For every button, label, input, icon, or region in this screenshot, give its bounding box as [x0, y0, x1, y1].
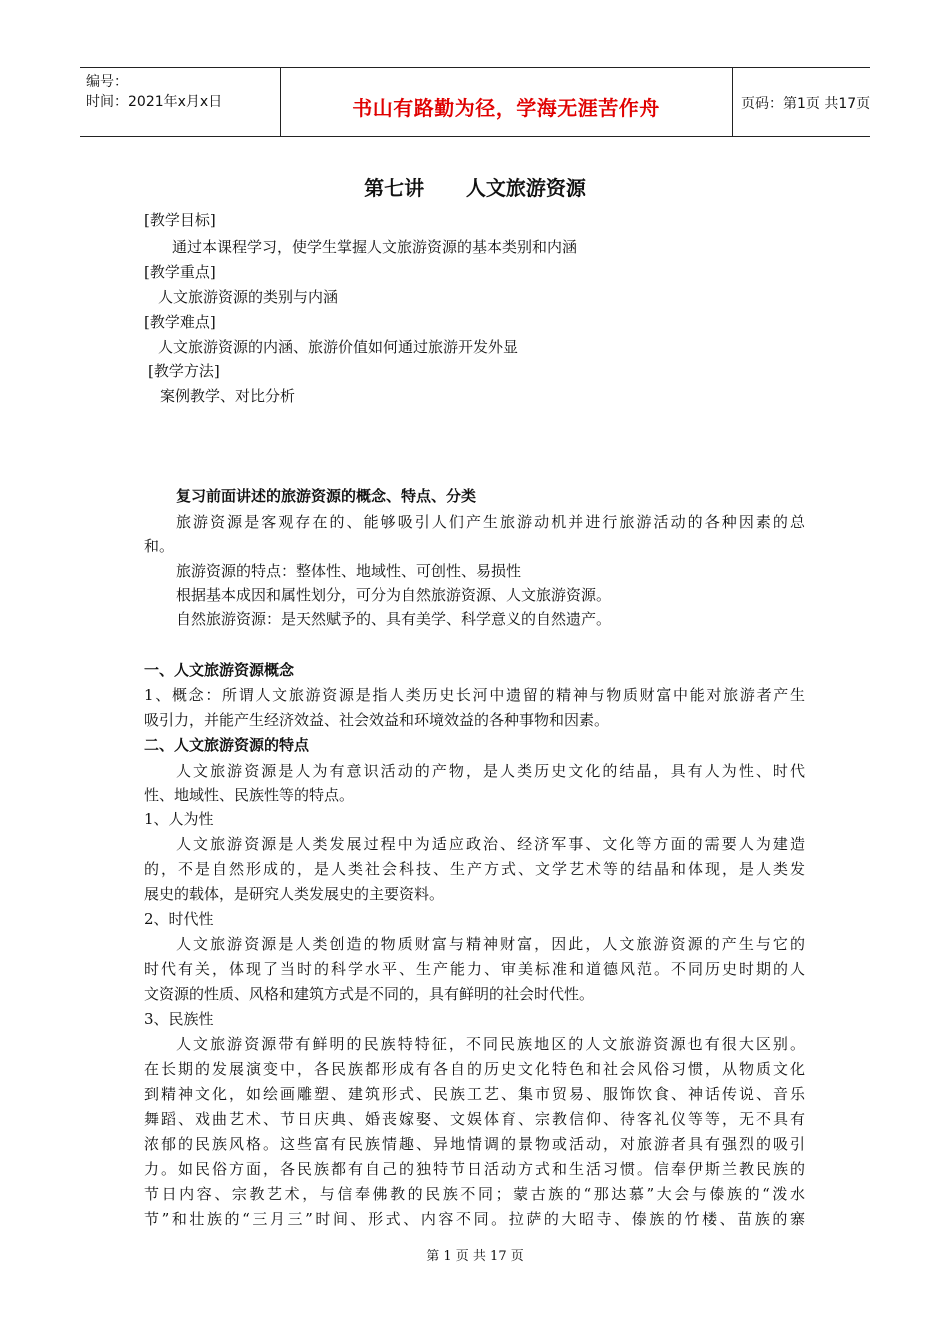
review-paragraph-line: 和。	[144, 537, 175, 555]
page-header	[80, 67, 870, 137]
review-paragraph: 自然旅游资源：是天然赋予的、具有美学、科学意义的自然遗产。	[176, 610, 612, 628]
header-motto-cell	[280, 68, 733, 136]
method-heading: [教学方法]	[148, 362, 220, 380]
body-line: 的，不是自然形成的，是人类社会科技、生产方式、文学艺术等的结晶和体现，是人类发	[144, 860, 805, 878]
key-text: 人文旅游资源的类别与内涵	[158, 288, 339, 306]
header-page-number: 页码：第1页 共17页	[741, 96, 871, 112]
body-line: 浓郁的民族风格。这些富有民族情趣、异地情调的景物或活动，对旅游者具有强烈的吸引	[144, 1135, 805, 1153]
body-line: 力。如民俗方面，各民族都有自己的独特节日活动方式和生活习惯。信奉伊斯兰教民族的	[144, 1160, 805, 1178]
header-page-cell	[733, 68, 870, 136]
document-title: 第七讲 人文旅游资源	[364, 176, 586, 200]
difficulty-heading: [教学难点]	[144, 313, 216, 331]
review-heading: 复习前面讲述的旅游资源的概念、特点、分类	[176, 487, 477, 505]
body-line: 人文旅游资源是人类创造的物质财富与精神财富，因此，人文旅游资源的产生与它的	[176, 935, 805, 953]
page-footer: 第 1 页 共 17 页	[426, 1249, 524, 1264]
header-motto: 书山有路勤为径，学海无涯苦作舟	[352, 96, 660, 120]
review-paragraph: 根据基本成因和属性划分，可分为自然旅游资源、人文旅游资源。	[176, 586, 612, 604]
section-heading: 二、人文旅游资源的特点	[144, 736, 310, 754]
goal-heading: [教学目标]	[144, 211, 216, 229]
section-heading: 一、人文旅游资源概念	[144, 661, 295, 679]
doc-number-label: 编号：	[86, 74, 128, 90]
header-meta-cell	[80, 68, 281, 136]
body-line: 文资源的性质、风格和建筑方式是不同的，具有鲜明的社会时代性。	[144, 985, 595, 1003]
subsection-heading: 2、时代性	[144, 910, 214, 928]
body-line: 1、概念：所谓人文旅游资源是指人类历史长河中遗留的精神与物质财富中能对旅游者产生	[144, 686, 805, 704]
body-line: 展史的载体，是研究人类发展史的主要资料。	[144, 885, 445, 903]
doc-date-label: 时间：2021年x月x日	[86, 94, 223, 110]
review-paragraph-line: 旅游资源是客观存在的、能够吸引人们产生旅游动机并进行旅游活动的各种因素的总	[176, 513, 805, 531]
goal-text: 通过本课程学习，使学生掌握人文旅游资源的基本类别和内涵	[172, 238, 578, 256]
body-line: 人文旅游资源是人为有意识活动的产物，是人类历史文化的结晶，具有人为性、时代	[176, 762, 805, 780]
body-line: 性、地域性、民族性等的特点。	[144, 786, 355, 804]
body-line: 时代有关，体现了当时的科学水平、生产能力、审美标准和道德风范。不同历史时期的人	[144, 960, 805, 978]
body-line: 人文旅游资源带有鲜明的民族特特征，不同民族地区的人文旅游资源也有很大区别。	[176, 1035, 805, 1053]
body-line: 人文旅游资源是人类发展过程中为适应政治、经济军事、文化等方面的需要人为建造	[176, 835, 805, 853]
body-line: 节”和壮族的“三月三”时间、形式、内容不同。拉萨的大昭寺、傣族的竹楼、苗族的寨	[144, 1210, 805, 1228]
review-paragraph: 旅游资源的特点：整体性、地域性、可创性、易损性	[176, 562, 522, 580]
body-line: 节日内容、宗教艺术，与信奉佛教的民族不同；蒙古族的“那达慕”大会与傣族的“泼水	[144, 1185, 805, 1203]
subsection-heading: 1、人为性	[144, 810, 214, 828]
method-text: 案例教学、对比分析	[160, 387, 296, 405]
body-line: 吸引力，并能产生经济效益、社会效益和环境效益的各种事物和因素。	[144, 711, 610, 729]
body-line: 舞蹈、戏曲艺术、节日庆典、婚丧嫁娶、文娱体育、宗教信仰、待客礼仪等等，无不具有	[144, 1110, 805, 1128]
difficulty-text: 人文旅游资源的内涵、旅游价值如何通过旅游开发外显	[158, 338, 519, 356]
subsection-heading: 3、民族性	[144, 1010, 214, 1028]
body-line: 到精神文化，如绘画雕塑、建筑形式、民族工艺、集市贸易、服饰饮食、神话传说、音乐	[144, 1085, 805, 1103]
key-heading: [教学重点]	[144, 263, 216, 281]
body-line: 在长期的发展演变中，各民族都形成有各自的历史文化特色和社会风俗习惯，从物质文化	[144, 1060, 805, 1078]
